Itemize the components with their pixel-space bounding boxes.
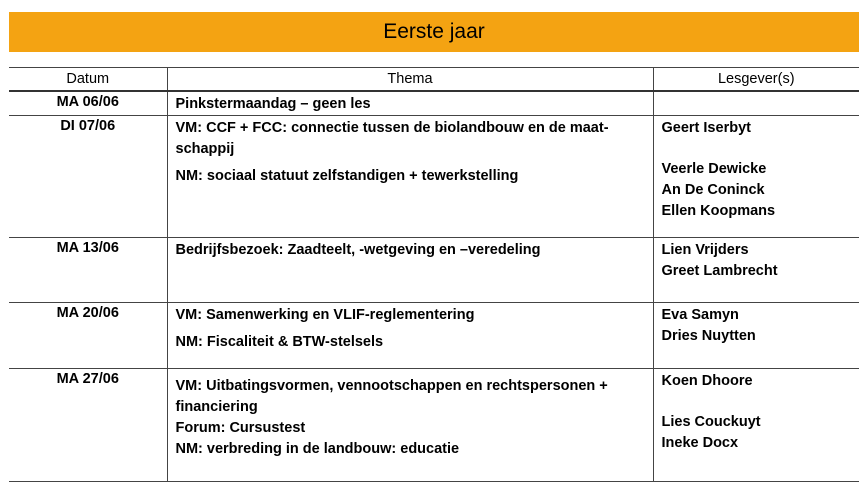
teachers-cell <box>653 369 859 482</box>
theme-line: VM: Samenwerking en VLIF-reglementering <box>175 307 475 323</box>
theme-line: VM: Uitbatingsvormen, vennootschappen en rechtspersonen + <box>175 378 608 394</box>
teacher-name: Eva Samyn <box>661 307 739 323</box>
page-title: Eerste jaar <box>383 20 485 43</box>
date-cell: DI 07/06 <box>9 116 167 238</box>
theme-line: NM: verbreding in de landbouw: educatie <box>175 441 460 457</box>
table-row <box>9 303 859 369</box>
date-cell: MA 06/06 <box>9 91 167 116</box>
date-cell: MA 20/06 <box>9 303 167 369</box>
date-cell: MA 13/06 <box>9 238 167 303</box>
theme-cell <box>167 369 653 482</box>
theme-line: financiering <box>175 399 258 415</box>
table-row <box>9 238 859 303</box>
schedule-table <box>9 67 859 482</box>
theme-cell <box>167 91 653 116</box>
column-header-theme: Thema <box>167 68 653 92</box>
teacher-name: Koen Dhoore <box>661 373 753 389</box>
theme-line: NM: Fiscaliteit & BTW-stelsels <box>175 334 384 350</box>
theme-line: Pinkstermaandag – geen les <box>175 96 371 112</box>
teachers-cell <box>653 91 859 116</box>
header-row <box>9 68 859 92</box>
teachers-cell <box>653 303 859 369</box>
theme-line: NM: sociaal statuut zelfstandigen + tewerkstelling <box>175 168 519 184</box>
table-row <box>9 91 859 116</box>
title-banner <box>9 12 859 52</box>
teacher-name: Ineke Docx <box>661 435 739 451</box>
theme-cell <box>167 116 653 238</box>
column-header-date: Datum <box>9 68 167 92</box>
table-row <box>9 369 859 482</box>
teacher-name: An De Coninck <box>661 182 765 198</box>
column-header-teachers: Lesgever(s) <box>653 68 859 92</box>
teacher-name: Greet Lambrecht <box>661 263 778 279</box>
teachers-cell <box>653 116 859 238</box>
teacher-name: Lien Vrijders <box>661 242 749 258</box>
teacher-name: Dries Nuytten <box>661 328 756 344</box>
theme-cell <box>167 303 653 369</box>
date-cell: MA 27/06 <box>9 369 167 482</box>
teachers-cell <box>653 238 859 303</box>
teacher-name: Ellen Koopmans <box>661 203 776 219</box>
teacher-name: Geert Iserbyt <box>661 120 751 136</box>
theme-line: Bedrijfsbezoek: Zaadteelt, -wetgeving en –veredeling <box>175 242 541 258</box>
theme-cell <box>167 238 653 303</box>
theme-line: Forum: Cursustest <box>175 420 306 436</box>
table-row <box>9 116 859 238</box>
teacher-name: Veerle Dewicke <box>661 161 767 177</box>
theme-line: VM: CCF + FCC: connectie tussen de biolandbouw en de maat- <box>175 120 609 136</box>
theme-line: schappij <box>175 141 235 157</box>
teacher-name: Lies Couckuyt <box>661 414 761 430</box>
